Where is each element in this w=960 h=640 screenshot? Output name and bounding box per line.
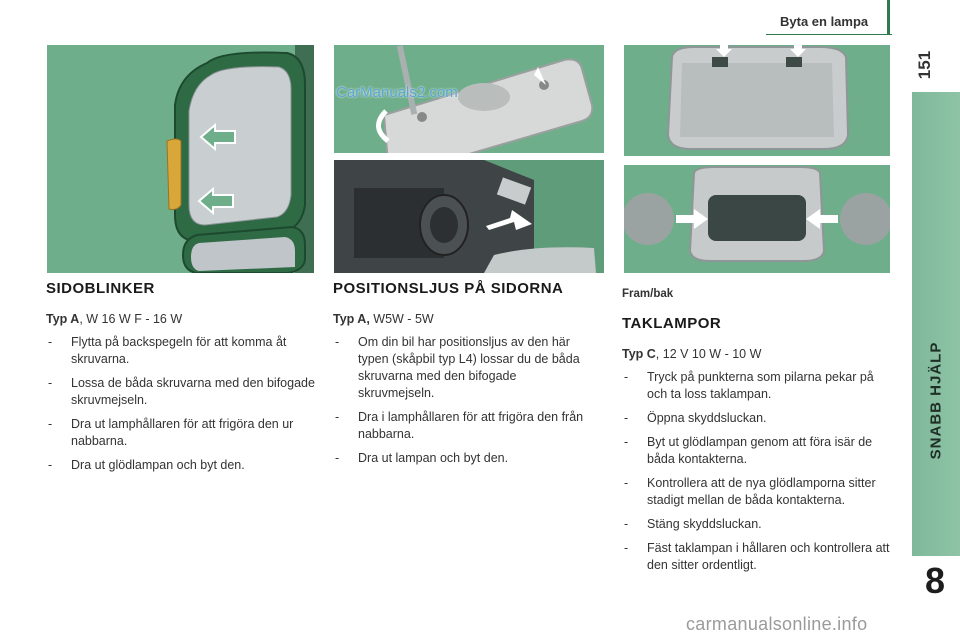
list-item: - Tryck på punkterna som pilarna pekar på och ta loss taklampan.: [622, 369, 894, 403]
section-sidoblinker: [46, 280, 316, 481]
mirror-illustration: [47, 45, 314, 273]
bulb-spec: [46, 311, 316, 328]
section-taklampor: [622, 286, 894, 581]
list-item: - Flytta på backspegeln för att komma åt skruvarna.: [46, 334, 316, 368]
watermark-text: CarManuals2.com: [336, 84, 458, 101]
header-tick: [887, 0, 890, 34]
bulb-type: Typ A,: [333, 312, 370, 326]
bulb-value: W5W - 5W: [369, 312, 434, 326]
list-item: - Lossa de båda skruvarna med den bifogade skruvmejseln.: [46, 375, 316, 409]
steps-list: [333, 334, 591, 467]
running-header: Byta en lampa: [780, 14, 869, 29]
bulb-value: , W 16 W F - 16 W: [79, 312, 183, 326]
bulb-spec: [622, 346, 894, 363]
bulb-type: Typ C: [622, 347, 656, 361]
list-item: - Dra ut lamphållaren för att frigöra den ur nabbarna.: [46, 416, 316, 450]
header-rule: [766, 34, 892, 35]
side-light-illustration-bottom: [334, 160, 604, 273]
section-title: TAKLAMPOR: [622, 315, 722, 332]
chapter-number: 8: [924, 560, 946, 601]
ceiling-lamp-illustration-bottom: [624, 165, 890, 273]
list-item: - Om din bil har positionsljus av den här typen (skåpbil typ L4) lossar du de båda skruvarna med den bifogade skruvmejseln.: [333, 334, 591, 402]
list-item: - Stäng skyddsluckan.: [622, 516, 894, 533]
steps-list: [622, 369, 894, 574]
ceiling-lamp-illustration-top: [624, 45, 890, 156]
bulb-spec: [333, 311, 591, 328]
bulb-type: Typ A: [46, 312, 80, 326]
list-item: - Fäst taklampan i hållaren och kontrollera att den sitter ordentligt.: [622, 540, 894, 574]
list-item: - Dra i lamphållaren för att frigöra den från nabbarna.: [333, 409, 591, 443]
list-item: - Byt ut glödlampan genom att föra isär de båda kontakterna.: [622, 434, 894, 468]
list-item: - Dra ut lampan och byt den.: [333, 450, 591, 467]
section-title: SIDOBLINKER: [46, 280, 155, 297]
image-caption: Fram/bak: [622, 288, 674, 300]
steps-list: [46, 334, 316, 474]
page-number: 151: [915, 50, 934, 80]
section-positionsljus: [333, 280, 591, 474]
list-item: - Öppna skyddsluckan.: [622, 410, 894, 427]
bulb-value: , 12 V 10 W - 10 W: [655, 347, 762, 361]
list-item: - Kontrollera att de nya glödlamporna sitter stadigt mellan de båda kontakterna.: [622, 475, 894, 509]
chapter-tab-label: SNABB HJÄLP: [927, 341, 945, 460]
section-title: POSITIONSLJUS PÅ SIDORNA: [333, 280, 564, 297]
footer-watermark: carmanualsonline.info: [686, 614, 868, 634]
list-item: - Dra ut glödlampan och byt den.: [46, 457, 316, 474]
